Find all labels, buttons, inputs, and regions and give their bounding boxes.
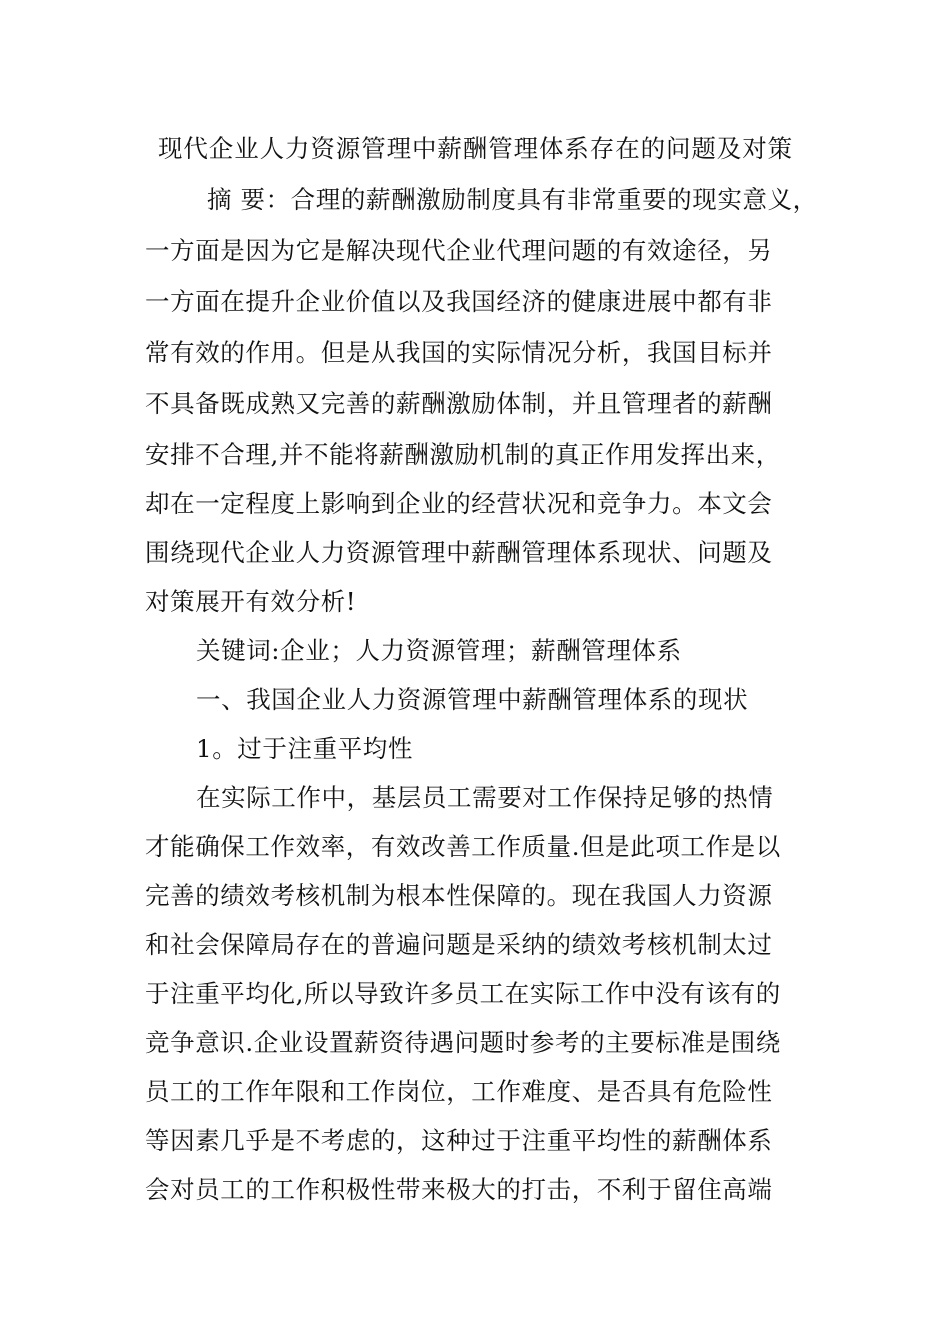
abstract-line: 一方面是因为它是解决现代企业代理问题的有效途径，另 xyxy=(145,236,773,265)
abstract-line: 却在一定程度上影响到企业的经营状况和竞争力。本文会 xyxy=(145,489,773,518)
body-line: 等因素几乎是不考虑的，这种过于注重平均性的薪酬体系 xyxy=(145,1126,773,1155)
section-heading: 一、我国企业人力资源管理中薪酬管理体系的现状 xyxy=(196,685,749,714)
abstract-line: 对策展开有效分析! xyxy=(145,587,357,616)
body-line: 和社会保障局存在的普遍问题是采纳的绩效考核机制太过 xyxy=(145,930,773,959)
document-title: 现代企业人力资源管理中薪酬管理体系存在的问题及对策 xyxy=(158,134,793,163)
abstract-line: 摘 要：合理的薪酬激励制度具有非常重要的现实意义， xyxy=(207,185,818,214)
subsection-heading: 1。过于注重平均性 xyxy=(196,734,413,763)
body-line: 会对员工的工作积极性带来极大的打击，不利于留住高端 xyxy=(145,1175,773,1204)
body-line: 才能确保工作效率，有效改善工作质量.但是此项工作是以 xyxy=(145,832,781,861)
abstract-line: 围绕现代企业人力资源管理中薪酬管理体系现状、问题及 xyxy=(145,538,773,567)
abstract-line: 常有效的作用。但是从我国的实际情况分析，我国目标并 xyxy=(145,338,773,367)
abstract-line: 安排不合理,并不能将薪酬激励机制的真正作用发挥出来， xyxy=(145,440,781,469)
body-line: 完善的绩效考核机制为根本性保障的。现在我国人力资源 xyxy=(145,881,773,910)
body-line: 在实际工作中，基层员工需要对工作保持足够的热情 xyxy=(196,783,774,812)
abstract-line: 一方面在提升企业价值以及我国经济的健康进展中都有非 xyxy=(145,287,773,316)
body-line: 员工的工作年限和工作岗位，工作难度、是否具有危险性 xyxy=(145,1077,773,1106)
body-line: 竞争意识.企业设置薪资待遇问题时参考的主要标准是围绕 xyxy=(145,1028,781,1057)
keywords-line: 关键词:企业；人力资源管理；薪酬管理体系 xyxy=(196,636,682,665)
abstract-line: 不具备既成熟又完善的薪酬激励体制，并且管理者的薪酬 xyxy=(145,389,773,418)
body-line: 于注重平均化,所以导致许多员工在实际工作中没有该有的 xyxy=(145,979,781,1008)
